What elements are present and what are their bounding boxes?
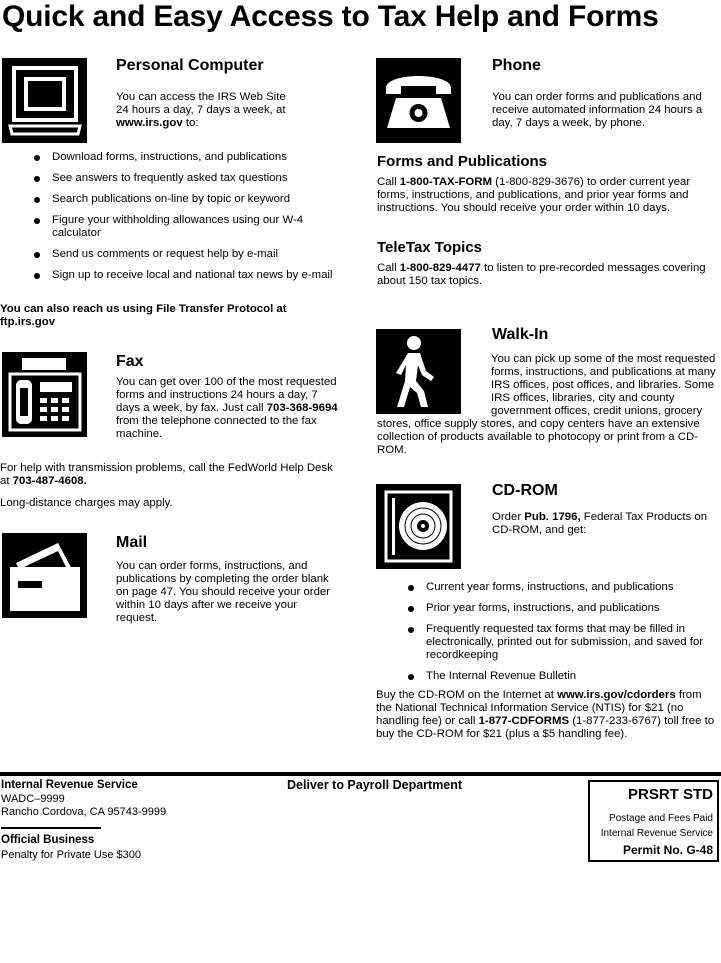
tax-form-number: 1-800-TAX-FORM	[399, 176, 492, 188]
fax-number: 703-368-9694	[266, 402, 338, 414]
permit-line-2: Internal Revenue Service	[600, 828, 713, 839]
phone-text: You can order forms and publications and receive automated information 24 hours a day, 7 days a week, by phone.	[492, 91, 703, 129]
fax-help: For help with transmission problems, call the FedWorld Help Desk at 703-487-4608.	[0, 462, 333, 487]
cd-rom-intro: Order Pub. 1796, Federal Tax Products on CD-ROM, and get:	[492, 511, 708, 536]
phone-heading: Phone	[492, 57, 541, 74]
mail-icon	[2, 533, 87, 618]
deliver-to: Deliver to Payroll Department	[287, 778, 463, 792]
personal-computer-intro: You can access the IRS Web Site 24 hours a day, 7 days a week, at www.irs.gov to:	[116, 91, 286, 129]
cd-rom-buy-text: Buy the CD-ROM on the Internet at www.irs.gov/cdorders from the National Technical Information Service (NTIS) for $21 (no handling fee) or call 1-877-CDFORMS (1-877-233-6767) toll free to buy the CD-ROM for $21 (plus a $5 handling fee).	[376, 689, 715, 740]
list-item: The Internal Revenue Bulletin	[406, 670, 716, 683]
fax-text: You can get over 100 of the most requested forms and instructions 24 hours a day, 7 days a week, by fax. Just call 703-368-9694 from the telephone connected to the fax machine.	[116, 376, 338, 440]
computer-icon	[2, 58, 87, 143]
telephone-icon	[376, 58, 461, 143]
forms-publications-text: Call 1-800-TAX-FORM (1-800-829-3676) to order current year forms, instructions, and publications, and prior year forms and instructions. You should receive your order within 10 days.	[377, 176, 691, 214]
return-address-line-2: Rancho Cordova, CA 95743-9999	[1, 806, 167, 818]
cd-rom-heading: CD-ROM	[492, 482, 558, 499]
official-business-rule	[1, 827, 101, 829]
cd-rom-icon	[376, 484, 461, 569]
list-item: Frequently requested tax forms that may be filled in electronically, printed out for submission, and saved for recordkeeping	[406, 623, 716, 662]
cd-rom-list	[406, 581, 716, 691]
list-item: Prior year forms, instructions, and publications	[406, 602, 716, 615]
fax-heading: Fax	[116, 353, 144, 370]
forms-publications-heading: Forms and Publications	[377, 153, 548, 170]
long-distance-note: Long-distance charges may apply.	[0, 497, 173, 509]
permit-line-1: Postage and Fees Paid	[609, 813, 713, 824]
teletax-number: 1-800-829-4477	[399, 262, 481, 274]
mail-heading: Mail	[116, 534, 148, 551]
teletax-text: Call 1-800-829-4477 to listen to pre-recorded messages covering about 150 tax topics.	[377, 262, 706, 287]
mail-text: You can order forms, instructions, and publications by completing the order blank on page 47. You should receive your order within 10 days after we receive your request.	[116, 560, 331, 624]
pub-1796: Pub. 1796,	[524, 511, 581, 523]
teletax-heading: TeleTax Topics	[377, 239, 483, 256]
walk-in-heading: Walk-In	[492, 326, 549, 343]
list-item: Send us comments or request help by e-mail	[32, 248, 337, 261]
list-item: See answers to frequently asked tax questions	[32, 172, 337, 185]
personal-computer-heading: Personal Computer	[116, 57, 264, 74]
list-item: Download forms, instructions, and publications	[32, 151, 337, 164]
penalty-note: Penalty for Private Use $300	[1, 849, 142, 861]
list-item: Sign up to receive local and national tax news by e-mail	[32, 269, 337, 282]
ftp-note: You can also reach us using File Transfer Protocol at ftp.irs.gov	[0, 303, 287, 328]
cdorders-url: www.irs.gov/cdorders	[557, 689, 676, 701]
walk-in-text: You can pick up some of the most requested forms, instructions, and publications at many IRS offices, post offices, and libraries. Some IRS offices, libraries, city and county government offices, credit unions, grocery stores, office supply stores, and copy centers have an extensive collection of products available to photocopy or print from a CD-ROM.	[377, 353, 716, 456]
cdforms-number: 1-877-CDFORMS	[478, 715, 570, 727]
fedworld-number: 703-487-4608.	[12, 475, 87, 487]
list-item: Figure your withholding allowances using our W-4 calculator	[32, 214, 337, 240]
return-org: Internal Revenue Service	[1, 779, 138, 791]
permit-title: PRSRT STD	[627, 786, 713, 803]
return-address-line-1: WADC–9999	[1, 793, 65, 805]
list-item: Current year forms, instructions, and publications	[406, 581, 716, 594]
personal-computer-list	[32, 151, 337, 290]
list-item: Search publications on-line by topic or keyword	[32, 193, 337, 206]
page-title: Quick and Easy Access to Tax Help and Forms	[2, 0, 659, 33]
irs-url: www.irs.gov	[116, 117, 183, 129]
permit-number: Permit No. G-48	[622, 843, 713, 857]
official-business: Official Business	[1, 834, 95, 846]
postage-permit-box	[588, 780, 719, 862]
fax-icon	[2, 352, 87, 437]
footer-divider	[0, 772, 721, 776]
